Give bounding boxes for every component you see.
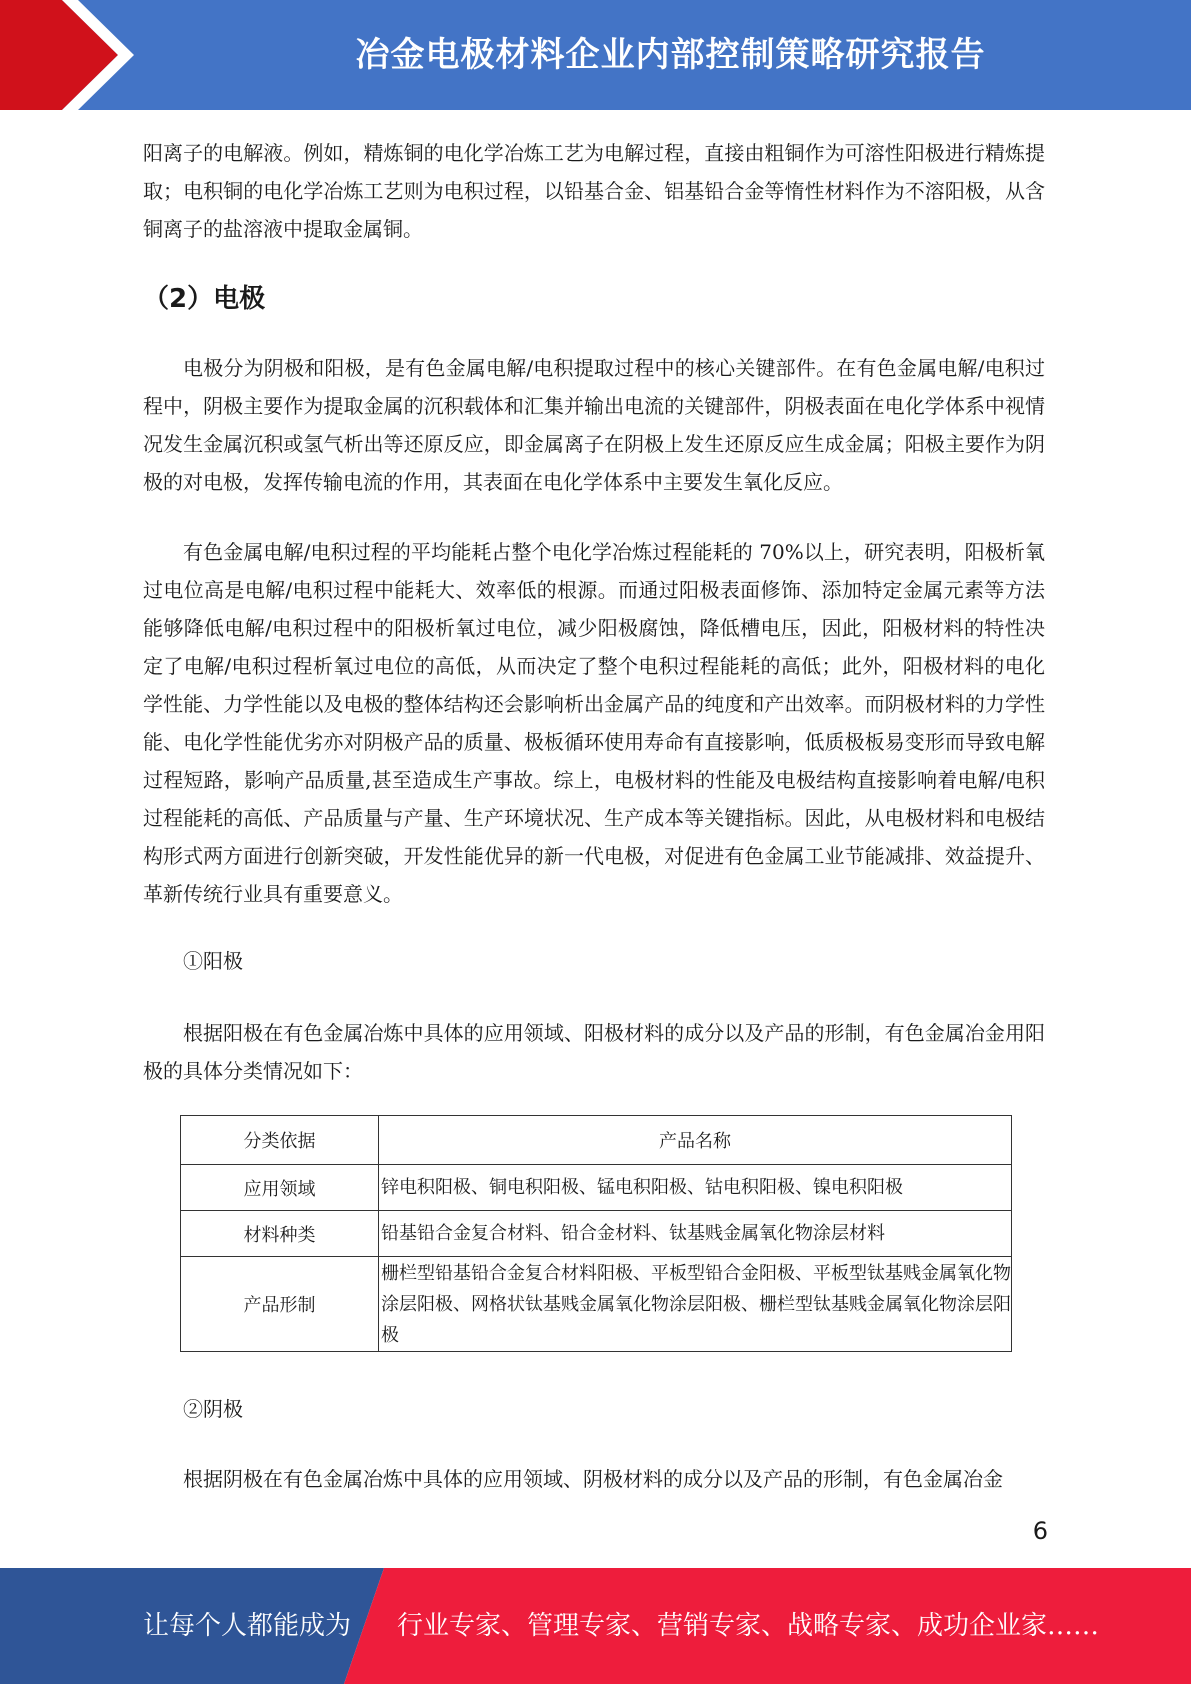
table-header-cell: 产品名称 (379, 1116, 1012, 1165)
footer-slogan-left: 让每个人都能成为 (143, 1611, 352, 1641)
page-header (0, 0, 1191, 110)
table-cell-value: 铅基铅合金复合材料、铅合金材料、钛基贱金属氧化物涂层材料 (379, 1211, 1012, 1257)
table-row (181, 1211, 1012, 1257)
anode-subheading: ①阳极 (183, 949, 243, 973)
page-number: 6 (1032, 1517, 1048, 1545)
section-heading: （2）电极 (143, 284, 266, 314)
report-title: 冶金电极材料企业内部控制策略研究报告 (355, 35, 986, 75)
table-cell-value: 栅栏型铅基铅合金复合材料阳极、平板型铅合金阳极、平板型钛基贱金属氧化物涂层阳极、网格状钛基贱金属氧化物涂层阳极、栅栏型钛基贱金属氧化物涂层阳极 (379, 1257, 1012, 1352)
table-cell-key: 应用领域 (181, 1165, 379, 1211)
paragraph-electrode: 电极分为阴极和阳极，是有色金属电解/电积提取过程中的核心关键部件。在有色金属电解/电积过程中，阴极主要作为提取金属的沉积载体和汇集并输出电流的关键部件，阴极表面在电化学体系中视情况发生金属沉积或氢气析出等还原反应，即金属离子在阴极上发生还原反应生成金属；阳极主要作为阴极的对电极，发挥传输电流的作用，其表面在电化学体系中主要发生氧化反应。 (143, 356, 1045, 494)
page-footer (0, 1568, 1191, 1684)
table-cell-value: 锌电积阳极、铜电积阳极、锰电积阳极、钴电积阳极、镍电积阳极 (379, 1165, 1012, 1211)
table-header-cell: 分类依据 (181, 1116, 379, 1165)
table-header-row (181, 1116, 1012, 1165)
paragraph-cathode-classification: 根据阴极在有色金属冶炼中具体的应用领域、阴极材料的成分以及产品的形制，有色金属冶金 (183, 1467, 1003, 1491)
table-cell-key: 产品形制 (181, 1257, 379, 1352)
anode-classification-table (180, 1115, 1012, 1352)
paragraph-anode-classification: 根据阳极在有色金属冶炼中具体的应用领域、阳极材料的成分以及产品的形制，有色金属冶金用阳极的具体分类情况如下： (143, 1021, 1045, 1083)
table-row (181, 1257, 1012, 1352)
intro-paragraph: 阳离子的电解液。例如，精炼铜的电化学冶炼工艺为电解过程，直接由粗铜作为可溶性阳极进行精炼提取；电积铜的电化学冶炼工艺则为电积过程，以铅基合金、铝基铅合金等惰性材料作为不溶阳极，从含铜离子的盐溶液中提取金属铜。 (143, 141, 1045, 241)
paragraph-energy: 有色金属电解/电积过程的平均能耗占整个电化学冶炼过程能耗的 70%以上，研究表明，阳极析氧过电位高是电解/电积过程中能耗大、效率低的根源。而通过阳极表面修饰、添加特定金属元素等方法能够降低电解/电积过程中的阳极析氧过电位，减少阳极腐蚀，降低槽电压，因此，阳极材料的特性决定了电解/电积过程析氧过电位的高低，从而决定了整个电积过程能耗的高低；此外，阳极材料的电化学性能、力学性能以及电极的整体结构还会影响析出金属产品的纯度和产出效率。而阴极材料的力学性能、电化学性能优劣亦对阴极产品的质量、极板循环使用寿命有直接影响，低质极板易变形而导致电解过程短路，影响产品质量,甚至造成生产事故。综上，电极材料的性能及电极结构直接影响着电解/电积过程能耗的高低、产品质量与产量、生产环境状况、生产成本等关键指标。因此，从电极材料和电极结构形式两方面进行创新突破，开发性能优异的新一代电极，对促进有色金属工业节能减排、效益提升、革新传统行业具有重要意义。 (143, 540, 1045, 906)
cathode-subheading: ②阴极 (183, 1397, 243, 1421)
header-arrow-decoration (0, 0, 160, 110)
table-cell-key: 材料种类 (181, 1211, 379, 1257)
footer-slogan-right: 行业专家、管理专家、营销专家、战略专家、成功企业家…… (397, 1611, 1100, 1641)
table-row (181, 1165, 1012, 1211)
